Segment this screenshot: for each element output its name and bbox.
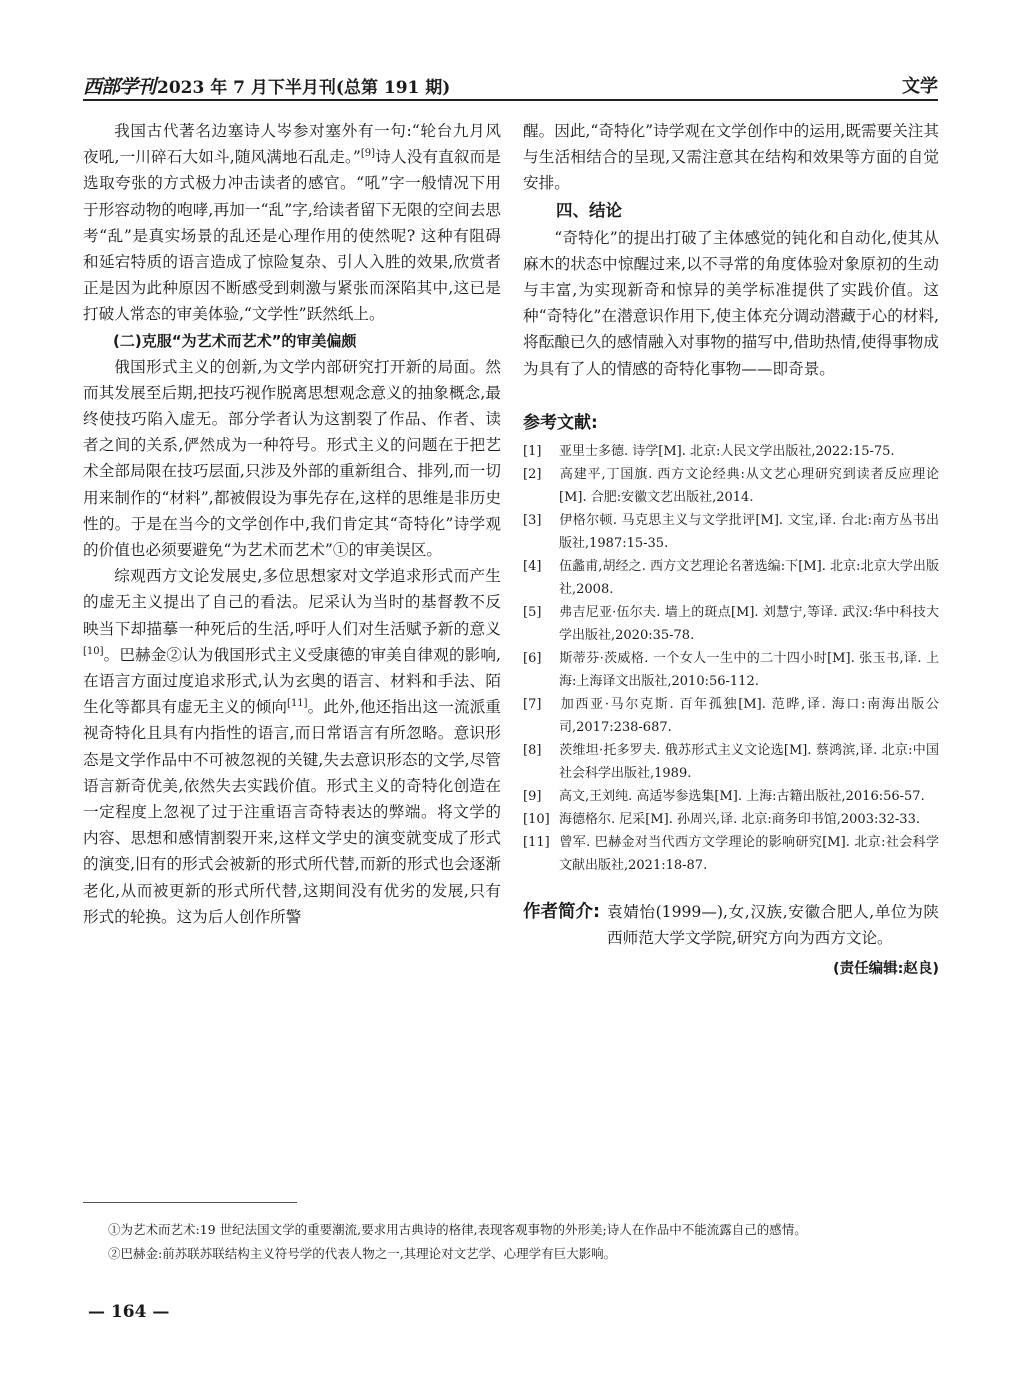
reference-item [523,831,939,877]
citation: [11] [287,698,308,710]
reference-number: [10] [523,811,550,827]
footnote: ①为艺术而艺术:19 世纪法国文学的重要潮流,要求用古典诗的格律,表现客观事物的外形美;诗人在作品中不能流露自己的感情。 [108,1222,807,1237]
issue-info: 2023 年 7 月下半月刊(总第 191 期) [157,78,451,98]
reference-text: 弗吉尼亚·伍尔夫. 墙上的斑点[M]. 刘慧宁,等译. 武汉:华中科技大学出版社,2020:35-78. [559,604,939,643]
reference-text: 伊格尔顿. 马克思主义与文学批评[M]. 文宝,译. 台北:南方丛书出版社,1987:15-35. [559,512,939,551]
author-bio [523,899,939,951]
citation: [9] [360,148,376,160]
reference-number: [9] [523,788,542,804]
paragraph-text: 诗人没有直叙而是选取夸张的方式极力冲击读者的感官。“吼”字一般情况下用于形容动物的咆哮,再加一“乱”字,给读者留下无限的空间去思考“乱”是真实场景的乱还是心理作用的使然呢? 这种有阻碍和延宕特质的语言造成了惊险复杂、引人入胜的效果,欣赏者正是因为此种原因不断感受到刺激与紧张而深陷其中,这已是打破人常态的审美体验,“文学性”跃然纸上。 [83,148,501,324]
reference-number: [5] [523,604,542,620]
running-header [83,72,938,98]
reference-item [523,785,939,808]
header-rule [83,99,938,101]
paragraph-text: 我国古代著名边塞诗人岑参对塞外有一句:“轮台九月风夜吼,一川碎石大如斗,随风满地石乱走。” [83,122,501,167]
paragraph: 醒。因此,“奇特化”诗学观在文学创作中的运用,既需要关注其与生活相结合的呈现,又需注意其在结构和效果等方面的自觉安排。 [523,122,939,193]
reference-item [523,739,939,785]
author-bio-label: 作者简介: [523,901,600,922]
reference-number: [11] [523,834,550,850]
reference-text: 斯蒂芬·茨威格. 一个女人一生中的二十四小时[M]. 张玉书,译. 上海:上海译文出版社,2010:56-112. [559,650,939,689]
reference-number: [8] [523,742,542,758]
reference-item [523,601,939,647]
paragraph [83,118,501,328]
reference-item [523,808,939,831]
reference-item [523,509,939,555]
reference-text: 茨维坦·托多罗夫. 俄苏形式主义文论选[M]. 蔡鸿滨,译. 北京:中国社会科学出版社,1989. [559,742,939,781]
section-name: 文学 [902,76,938,97]
paragraph: “奇特化”的提出打破了主体感觉的钝化和自动化,使其从麻木的状态中惊醒过来,以不寻常的角度体验对象原初的生动与丰富,为实现新奇和惊异的美学标准提供了实践价值。这种“奇特化”在潜意识作用下,使主体充分调动潜藏于心的材料,将酝酿已久的感情融入对事物的描写中,借助热情,使得事物成为具有了人的情感的奇特化事物——即奇景。 [523,228,939,378]
page-number: — 164 — [88,1302,170,1322]
reference-text: 海德格尔. 尼采[M]. 孙周兴,译. 北京:商务印书馆,2003:32-33. [559,811,920,827]
section-heading: 四、结论 [556,200,622,220]
references-list [523,440,939,877]
reference-text: 高建平,丁国旗. 西方文论经典:从文艺心理研究到读者反应理论[M]. 合肥:安徽文艺出版社,2014. [559,466,939,505]
author-bio-text: 袁婧怡(1999—),女,汉族,安徽合肥人,单位为陕西师范大学文学院,研究方向为西方文论。 [607,902,939,947]
footnote-rule [83,1202,297,1203]
reference-item [523,647,939,693]
paragraph: 俄国形式主义的创新,为文学内部研究打开新的局面。然而其发展至后期,把技巧视作脱离思想观念意义的抽象概念,最终使技巧陷入虚无。部分学者认为这割裂了作品、作者、读者之间的关系,俨然成为一种符号。形式主义的问题在于把艺术全部局限在技巧层面,只涉及外部的重新组合、排列,而一切用来制作的“材料”,都被假设为事先存在,这样的思维是非历史性的。于是在当今的文学创作中,我们肯定其“奇特化”诗学观的价值也必须要避免“为艺术而艺术”①的审美误区。 [83,357,501,560]
responsible-editor: (责任编辑:赵良) [832,960,939,977]
reference-text: 曾军. 巴赫金对当代西方文学理论的影响研究[M]. 北京:社会科学文献出版社,2021:18-87. [559,834,939,873]
reference-item [523,693,939,739]
paragraph-text: 。巴赫金②认为俄国形式主义受康德的审美自律观的影响,在语言方面过度追求形式,认为玄奥的语言、材料和手法、陌生化等都具有虚无主义的倾向 [83,645,501,717]
reference-number: [4] [523,558,542,574]
reference-text: 高文,王刘纯. 高适岑参选集[M]. 上海:古籍出版社,2016:56-57. [559,788,925,804]
footnote: ②巴赫金:前苏联苏联结构主义符号学的代表人物之一,其理论对文艺学、心理学有巨大影响。 [108,1246,617,1261]
footnotes [83,1220,939,1268]
reference-number: [3] [523,512,542,528]
reference-number: [6] [523,650,542,666]
subsection-heading: (二)克服“为艺术而艺术”的审美偏颇 [113,331,357,350]
reference-item [523,440,939,463]
paragraph-text: 综观西方文论发展史,多位思想家对文学追求形式而产生的虚无主义提出了自己的看法。尼采认为当时的基督教不反映当下却描摹一种死后的生活,呼吁人们对生活赋予新的意义 [83,567,501,638]
reference-item [523,555,939,601]
journal-masthead-logo: 西部学刊 [83,76,156,98]
reference-number: [2] [523,466,542,482]
references-title: 参考文献: [523,412,598,433]
left-column [83,118,501,930]
reference-item [523,463,939,509]
reference-number: [7] [523,696,542,712]
reference-text: 加西亚·马尔克斯. 百年孤独[M]. 范晔,译. 海口:南海出版公司,2017:238-687. [559,696,939,735]
reference-text: 亚里士多德. 诗学[M]. 北京:人民文学出版社,2022:15-75. [559,443,895,459]
reference-number: [1] [523,443,542,459]
paragraph-text: 。此外,他还指出这一流派重视奇特化且具有内指性的语言,而日常语言有所忽略。意识形态是文学作品中不可被忽视的关键,失去意识形态的文学,尽管语言新奇优美,依然失去实践价值。形式主义的奇特化创造在一定程度上忽视了过于注重语言奇特表达的弊端。将文学的内容、思想和感情割裂开来,这样文学史的演变就变成了形式的演变,旧有的形式会被新的形式所代替,而新的形式也会逐渐老化,从而被更新的形式所代替,这期间没有优劣的发展,只有形式的轮换。这为后人创作所警 [83,698,501,926]
reference-text: 伍蠡甫,胡经之. 西方文艺理论名著选编:下[M]. 北京:北京大学出版社,2008. [559,558,939,597]
right-column [523,118,939,981]
paragraph [83,563,501,930]
citation: [10] [83,645,104,657]
